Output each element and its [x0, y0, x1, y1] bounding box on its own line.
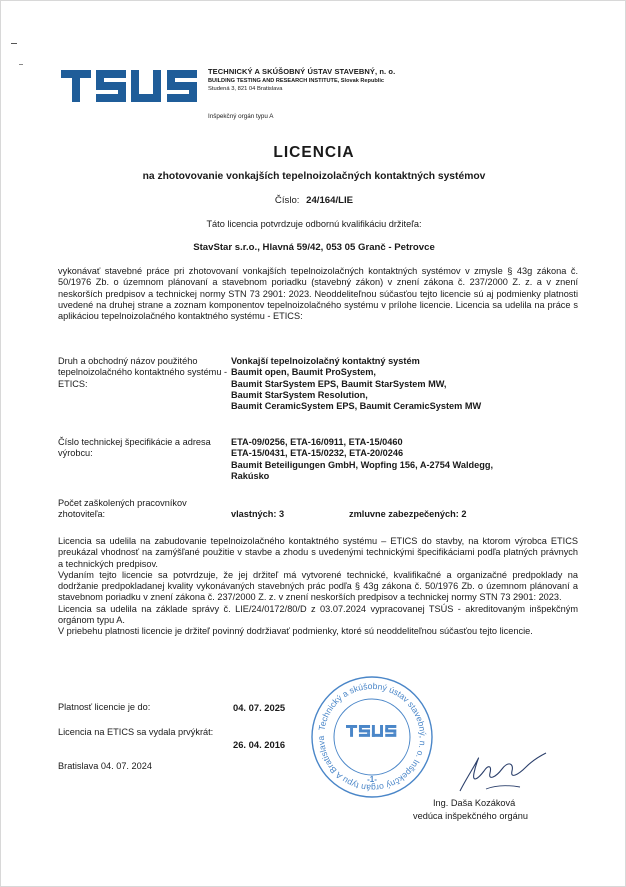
stamp-number: -1- [367, 775, 377, 784]
conditions-paragraph: Licencia sa udelila na zabudovanie tepelnoizolačného kontaktného systému – ETICS do stavby, na ktorom výrobca ETICS preukázal vhodnosť na zamýšľané použitie v stavbe a zhodu s uvedenými technickými špecifikáciami podľa platných právnych a technických predpisov. [58, 536, 578, 569]
stamp-text: Technický a skúšobný ústav stavebný, n. o. Inšpekčný orgán typu A Bratislava [315, 680, 429, 794]
spec-line: ETA-09/0256, ETA-16/0911, ETA-15/0460 [231, 437, 403, 447]
workers-contract: zmluvne zabezpečených: 2 [349, 509, 467, 519]
system-line: Baumit CeramicSystem EPS, Baumit CeramicSystem MW [231, 401, 482, 412]
license-holder: StavStar s.r.o., Hlavná 59/42, 053 05 Granč - Petrovce [193, 242, 435, 253]
inspection-body-type: Inšpekčný orgán typu A [208, 113, 274, 120]
conditions-paragraph: Licencia sa udelila na základe správy č. LIE/24/0172/80/D z 03.07.2024 vypracovanej TSÚS - akreditovaným inšpekčným orgánom typu A. [58, 603, 578, 626]
system-line: Baumit StarSystem EPS, Baumit StarSystem MW, [231, 378, 447, 389]
institute-name: TECHNICKÝ A SKÚŠOBNÝ ÚSTAV STAVEBNÝ, n. o. [208, 67, 396, 76]
workers-label: Počet zaškolených pracovníkov zhotoviteľa: [58, 498, 187, 520]
signature [456, 749, 551, 797]
first-issued-label: Licencia na ETICS sa vydala prvýkrát: [58, 727, 214, 737]
spec-label: Číslo technickej špecifikácie a adresa výrobcu: [58, 437, 211, 459]
conditions-section [58, 536, 578, 638]
system-label: Druh a obchodný názov použitého tepelnoizolačného kontaktného systému - ETICS: [58, 356, 228, 389]
workers-own: vlastných: 3 [231, 509, 285, 519]
signatory-role: vedúca inšpekčného orgánu [413, 811, 528, 821]
scan-mark [11, 43, 17, 44]
spec-line: Rakúsko [231, 470, 270, 481]
license-number [1, 195, 626, 206]
scan-mark [19, 64, 23, 65]
stamp-logo [346, 725, 396, 737]
scope-paragraph: vykonávať stavebné práce pri zhotovovaní vonkajších tepelnoizolačných kontaktných systémov v zmysle § 43g zákona č. 50/1976 Zb. o územnom plánovaní a stavebnom poriadku (stavebný zákon) v znení zákona č. 237/2000 Z. z. a v znení neskorších predpisov a technickej normy STN 73 2901: 2023. Neoddeliteľnou súčasťou tejto licencie sú aj podmienky platnosti uvedené na druhej strane a zoznam komponentov tepelnoizolačného systému v prílohe licencie. Licencia sa udelila na práce s aplikáciou tepelnoizolačného kontaktného systému - ETICS: [58, 266, 578, 322]
system-value [231, 356, 571, 412]
signatory-name: Ing. Daša Kozáková [433, 798, 516, 808]
spec-value [231, 437, 571, 482]
conditions-paragraph: V priebehu platnosti licencie je držiteľ povinný dodržiavať podmienky, ktoré sú neoddeliteľnou súčasťou tejto licencie. [58, 626, 533, 637]
official-stamp [310, 675, 434, 799]
spec-line: Baumit Beteiligungen GmbH, Wopfing 156, A-2754 Waldegg, [231, 459, 494, 470]
document-subtitle: na zhotovovanie vonkajších tepelnoizolačných kontaktných systémov [142, 171, 486, 182]
system-line: Baumit StarSystem Resolution, [231, 389, 368, 400]
system-line: Vonkajší tepelnoizolačný kontaktný systém [231, 356, 420, 366]
institute-header [208, 67, 395, 92]
confirmation-text: Táto licencia potvrdzuje odbornú kvalifikáciu držiteľa: [206, 219, 422, 229]
spec-line: ETA-15/0431, ETA-15/0232, ETA-20/0246 [231, 448, 404, 459]
document-title: LICENCIA [273, 144, 355, 161]
conditions-paragraph: Vydaním tejto licencie sa potvrdzuje, že jej držiteľ má vytvorené technické, kvalifikačné a organizačné predpoklady na dodržanie predpokladanej kvality vykonávaných stavebných prác podľa § 43g zákona č. 50/1976 Zb. o územnom plánovaní a stavebnom poriadku v znení zákona č. 237/2000 Z. z. v znení neskorších predpisov a technickej normy STN 73 2901: 2023. [58, 569, 578, 603]
system-line: Baumit open, Baumit ProSystem, [231, 367, 376, 378]
place-and-date: Bratislava 04. 07. 2024 [58, 761, 152, 771]
license-number-label: Číslo: [274, 195, 300, 206]
institute-name-en: BUILDING TESTING AND RESEARCH INSTITUTE, Slovak Republic [208, 78, 385, 84]
license-number-value: 24/164/LIE [306, 195, 354, 206]
validity-label: Platnosť licencie je do: [58, 702, 151, 712]
first-issued-date: 26. 04. 2016 [233, 739, 286, 750]
validity-date: 04. 07. 2025 [233, 702, 286, 713]
institute-address: Studená 3, 821 04 Bratislava [208, 86, 283, 92]
tsus-logo [61, 70, 201, 102]
